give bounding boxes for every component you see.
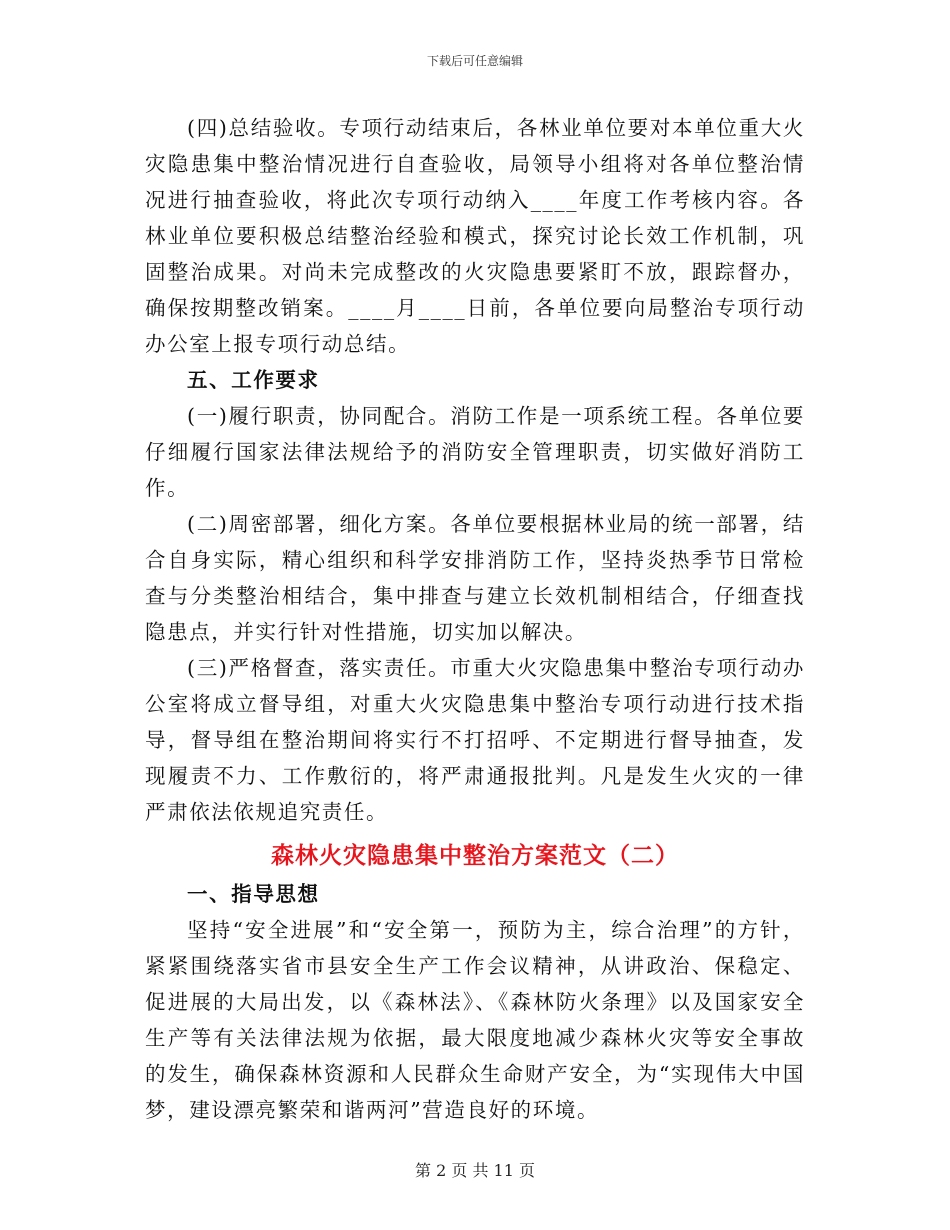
paragraph-supervision-responsibility: (三)严格督查，落实责任。市重大火灾隐患集中整治专项行动办公室将成立督导组，对重大火灾隐患集中整治专项行动进行技术指导，督导组在整治期间将实行不打招呼、不定期进行督导抽查，发现履责不力、工作敷衍的，将严肃通报批判。凡是发生火灾的一律严肃依法依规追究责任。 xyxy=(145,656,805,824)
document-title: 森林火灾隐患集中整治方案范文（二） xyxy=(271,843,679,869)
paragraph-guiding-ideology: 坚持“安全进展”和“安全第一，预防为主，综合治理”的方针，紧紧围绕落实省市县安全生产工作会议精神，从讲政治、保稳定、促进展的大局出发，以《森林法》、《森林防火条理》以及国家安全生产等有关法律法规为依据，最大限度地减少森林火灾等安全事故的发生，确保森林资源和人民群众生命财产安全，为“实现伟大中国梦，建设漂亮繁荣和谐两河”营造良好的环境。 xyxy=(145,918,805,1122)
page-header: 下载后可任意编辑 xyxy=(426,54,523,68)
paragraph-duty-cooperation: (一)履行职责，协同配合。消防工作是一项系统工程。各单位要仔细履行国家法律法规给予的消防安全管理职责，切实做好消防工作。 xyxy=(145,404,805,500)
section-heading-guiding-ideology: 一、指导思想 xyxy=(187,882,320,906)
paragraph-summary-acceptance: (四)总结验收。专项行动结束后，各林业单位要对本单位重大火灾隐患集中整治情况进行自查验收，局领导小组将对各单位整治情况进行抽查验收，将此次专项行动纳入____年度工作考核内容。各林业单位要积极总结整治经验和模式，探究讨论长效工作机制，巩固整治成果。对尚未完成整改的火灾隐患要紧盯不放，跟踪督办，确保按期整改销案。____月____日前，各单位要向局整治专项行动办公室上报专项行动总结。 xyxy=(145,116,805,356)
section-heading-work-requirements: 五、工作要求 xyxy=(187,368,320,392)
paragraph-deployment-plan: (二)周密部署，细化方案。各单位要根据林业局的统一部署，结合自身实际，精心组织和科学安排消防工作，坚持炎热季节日常检查与分类整治相结合，集中排查与建立长效机制相结合，仔细查找隐患点，并实行针对性措施，切实加以解决。 xyxy=(145,512,805,644)
document-body xyxy=(145,110,805,1128)
page-footer: 第 2 页 共 11 页 xyxy=(415,1161,535,1180)
